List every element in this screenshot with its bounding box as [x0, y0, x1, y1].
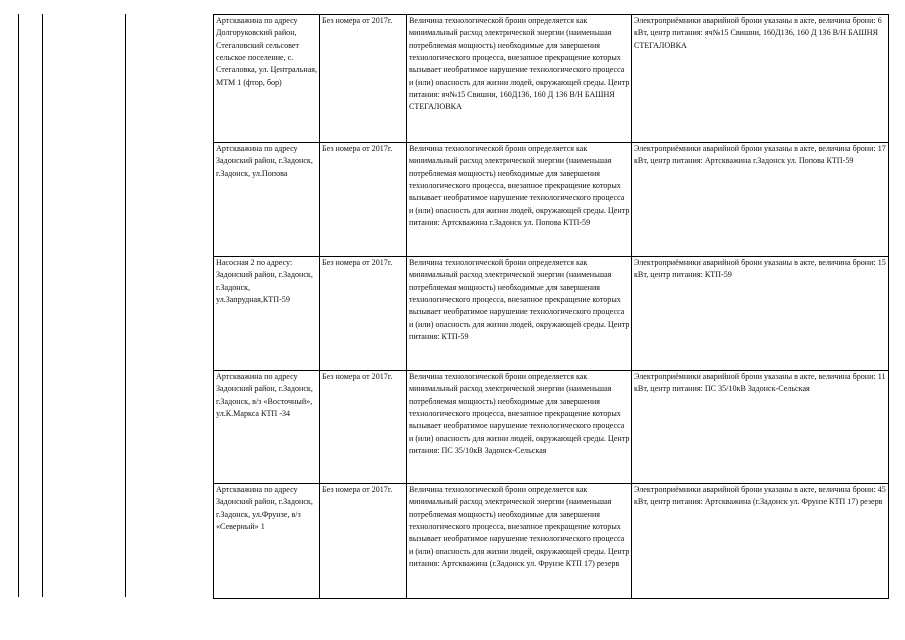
object-address-cell: Насосная 2 по адресу: Задонский район, г.Задонск, г.Задонск, ул.Запрудная,КТП-59 [214, 257, 320, 371]
left-table-border-line [18, 14, 19, 597]
technological-reserve-table [213, 14, 889, 599]
act-number-cell: Без номера от 2017г. [320, 257, 407, 371]
reserve-note-cell: Электроприёмники аварийной брони указаны в акте, величина брони: 45 кВт, центр питания: Артскважина (г.Задонск ул. Фрунзе КТП 17) резерв [632, 484, 889, 599]
table-row [214, 484, 889, 599]
column-divider-line [42, 14, 43, 597]
reserve-description-cell: Величина технологической брони определяется как минимальный расход электрической энергии (наименьшая потребляемая мощность) необходимые для завершения технологического процесса, внезапное прекращение которых вызывает необратимое нарушение технологического процесса и (или) опасность для жизни людей, окружающей среды. Центр питания: Артскважина г.Задонск ул. Попова КТП-59 [407, 143, 632, 257]
table-row [214, 257, 889, 371]
act-number-cell: Без номера от 2017г. [320, 484, 407, 599]
reserve-note-cell: Электроприёмники аварийной брони указаны в акте, величина брони: 15 кВт, центр питания: КТП-59 [632, 257, 889, 371]
reserve-description-cell: Величина технологической брони определяется как минимальный расход электрической энергии (наименьшая потребляемая мощность) необходимые для завершения технологического процесса, внезапное прекращение которых вызывает необратимое нарушение технологического процесса и (или) опасность для жизни людей, окружающей среды. Центр питания: ПС 35/10кВ Задонск-Сельская [407, 371, 632, 484]
reserve-description-cell: Величина технологической брони определяется как минимальный расход электрической энергии (наименьшая потребляемая мощность) необходимые для завершения технологического процесса, внезапное прекращение которых вызывает необратимое нарушение технологического процесса и (или) опасность для жизни людей, окружающей среды. Центр питания: КТП-59 [407, 257, 632, 371]
object-address-cell: Артскважина по адресу Задонский район, г.Задонск, г.Задонск, ул.Фрунзе, в/з «Северный» 1 [214, 484, 320, 599]
act-number-cell: Без номера от 2017г. [320, 15, 407, 143]
act-number-cell: Без номера от 2017г. [320, 371, 407, 484]
reserve-description-cell: Величина технологической брони определяется как минимальный расход электрической энергии (наименьшая потребляемая мощность) необходимые для завершения технологического процесса, внезапное прекращение которых вызывает необратимое нарушение технологического процесса и (или) опасность для жизни людей, окружающей среды. Центр питания: Артскважина (г.Задонск ул. Фрунзе КТП 17) резерв [407, 484, 632, 599]
column-divider-line [125, 14, 126, 597]
reserve-note-cell: Электроприёмники аварийной брони указаны в акте, величина брони: 17 кВт, центр питания: Артскважина г.Задонск ул. Попова КТП-59 [632, 143, 889, 257]
object-address-cell: Артскважина по адресу Задонский район, г.Задонск, г.Задонск, ул.Попова [214, 143, 320, 257]
reserve-note-cell: Электроприёмники аварийной брони указаны в акте, величина брони: 11 кВт, центр питания: ПС 35/10кВ Задонск-Сельская [632, 371, 889, 484]
reserve-note-cell: Электроприёмники аварийной брони указаны в акте, величина брони: 6 кВт, центр питания: яч№15 Свишни, 160Д136, 160 Д 136 В/Н БАШНЯ СТЕГАЛОВКА [632, 15, 889, 143]
act-number-cell: Без номера от 2017г. [320, 143, 407, 257]
table-row [214, 371, 889, 484]
object-address-cell: Артскважина по адресу Долгоруковский район, Стегаловский сельсовет сельское поселение, с. Стегаловка, ул. Центральная, МТМ 1 (фтор, бор) [214, 15, 320, 143]
object-address-cell: Артскважина по адресу Задонский район, г.Задонск, г.Задонск, в/з «Восточный», ул.К.Маркса КТП -34 [214, 371, 320, 484]
table-row [214, 15, 889, 143]
table-row [214, 143, 889, 257]
reserve-description-cell: Величина технологической брони определяется как минимальный расход электрической энергии (наименьшая потребляемая мощность) необходимые для завершения технологического процесса, внезапное прекращение которых вызывает необратимое нарушение технологического процесса и (или) опасность для жизни людей, окружающей среды. Центр питания: яч№15 Свишни, 160Д136, 160 Д 136 В/Н БАШНЯ СТЕГАЛОВКА [407, 15, 632, 143]
